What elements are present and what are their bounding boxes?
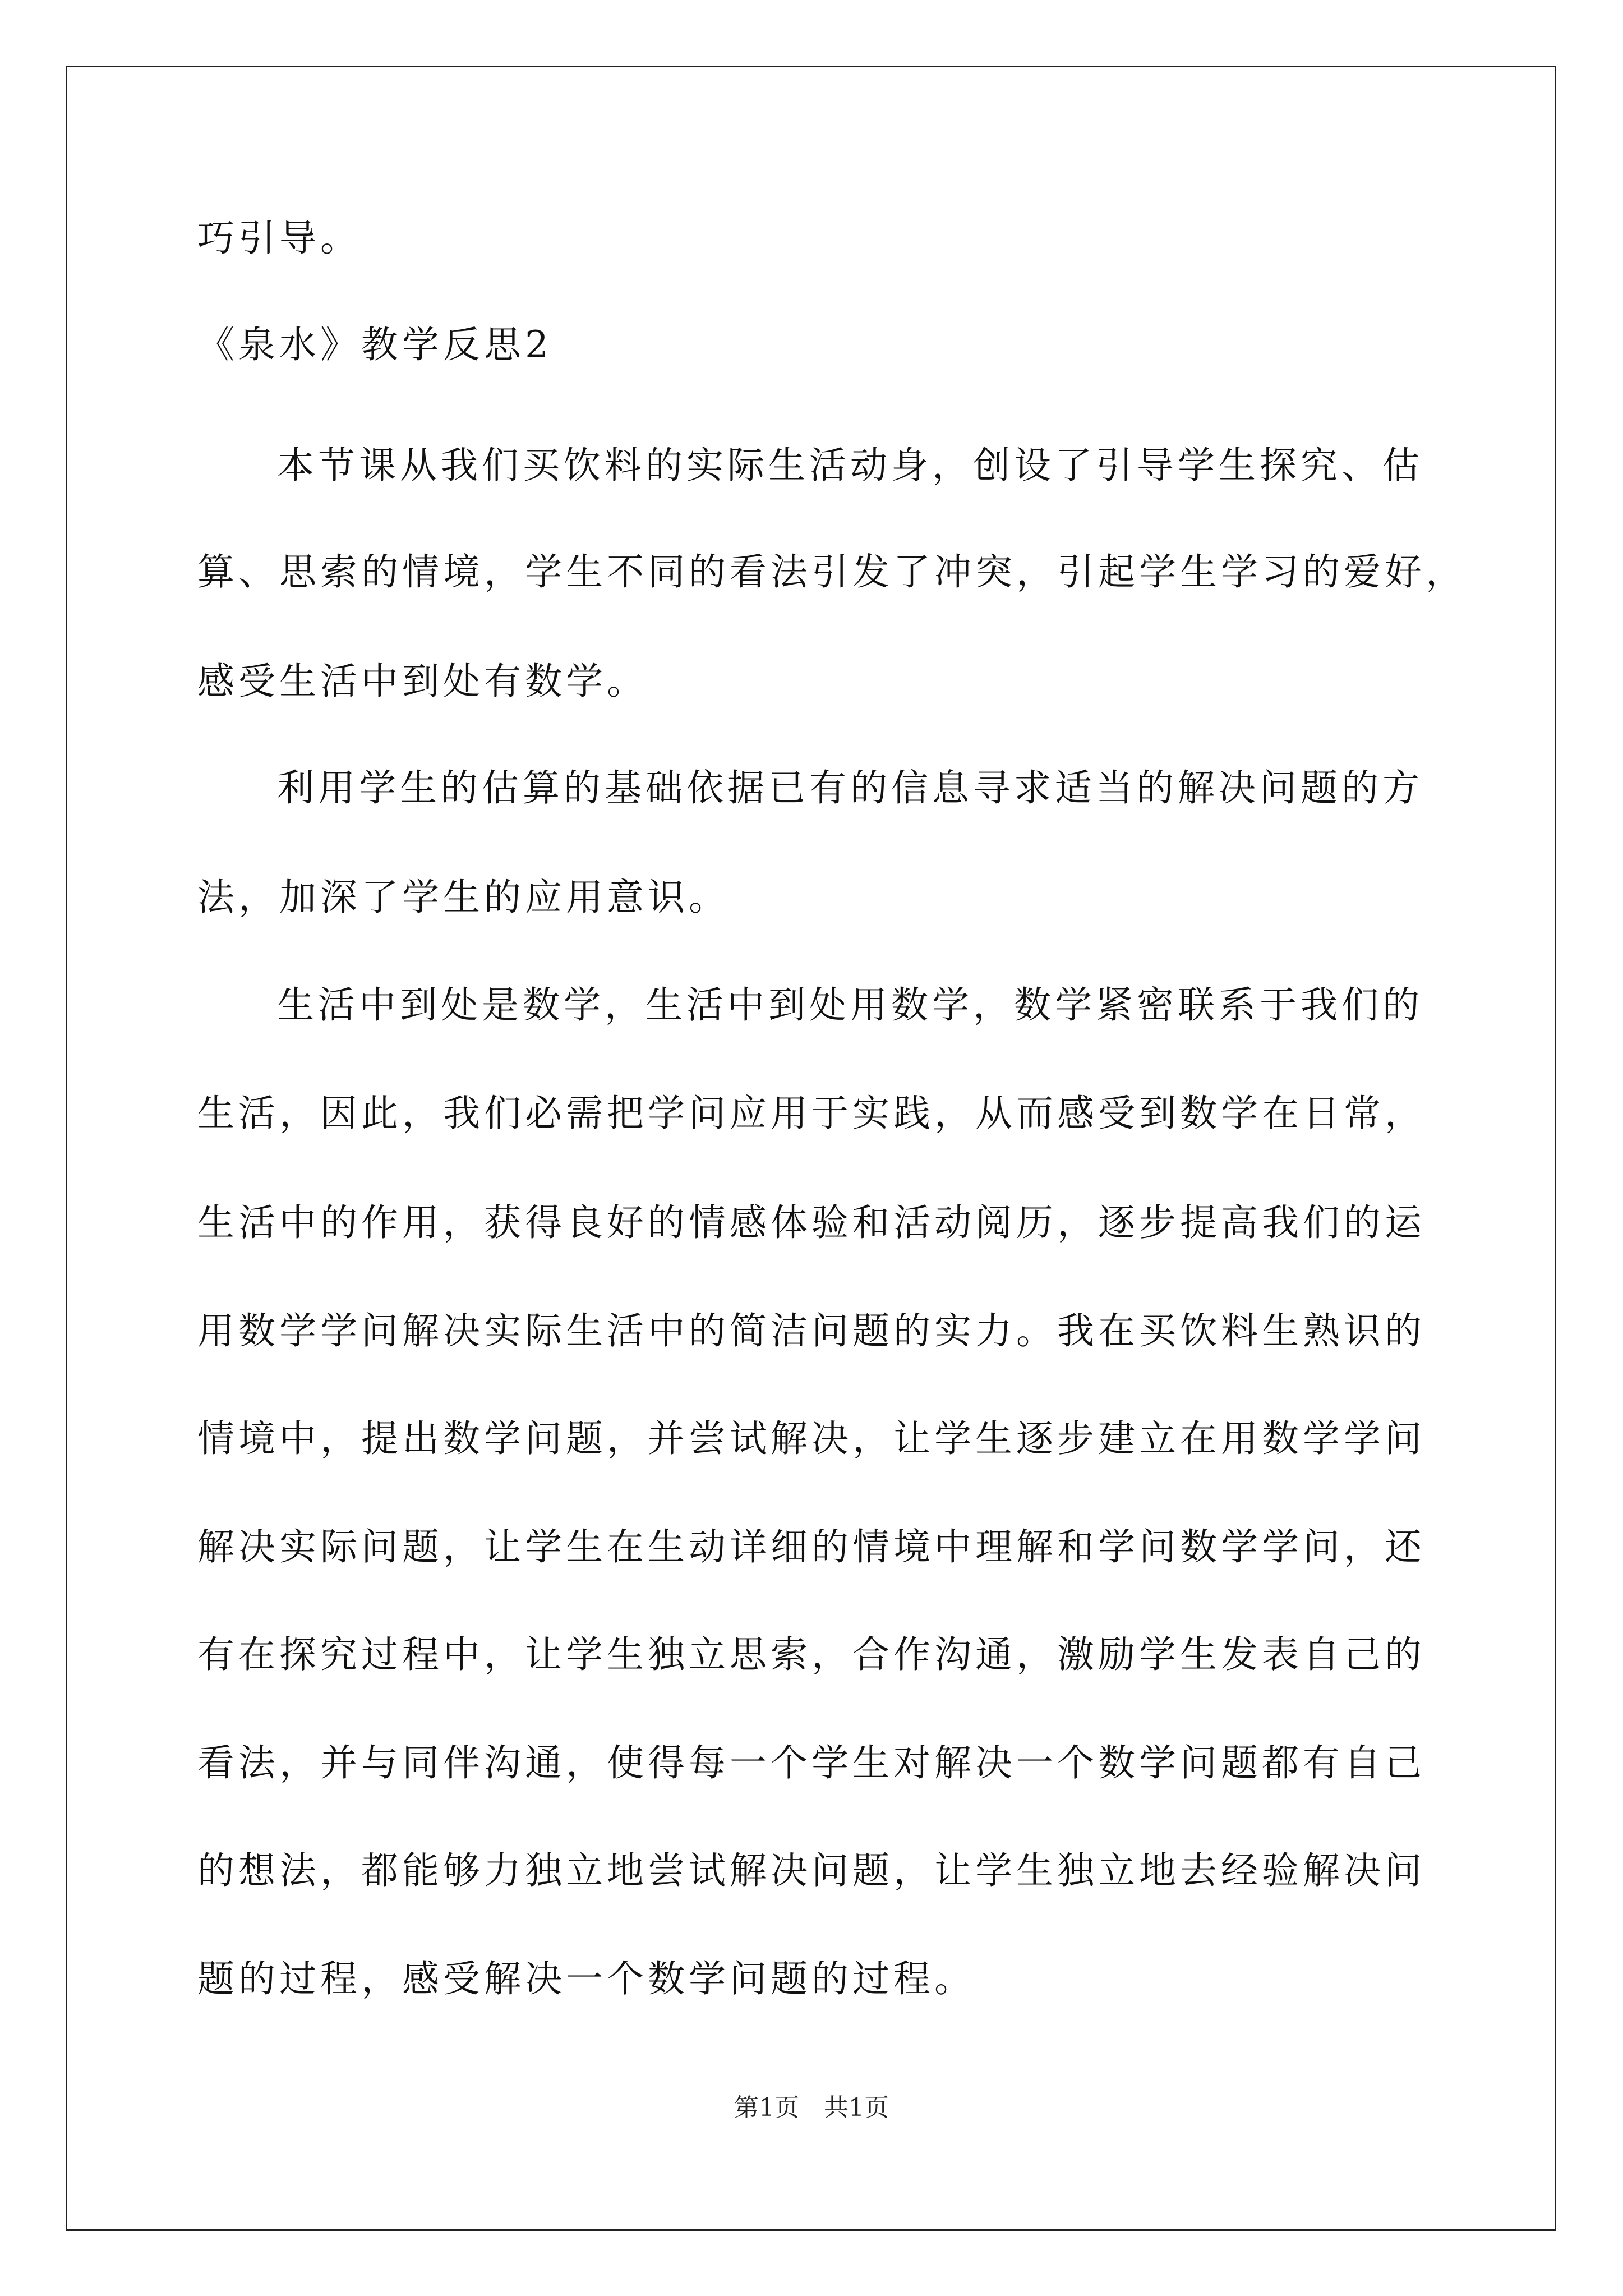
text-line: 算、思索的情境，学生不同的看法引发了冲突，引起学生学习的爱好， (197, 550, 1467, 593)
text-line: 情境中，提出数学问题，并尝试解决，让学生逐步建立在用数学学问 (197, 1417, 1426, 1460)
text-line: 题的过程，感受解决一个数学问题的过程。 (197, 1957, 975, 2000)
text-line: 的想法，都能够力独立地尝试解决问题，让学生独立地去经验解决问 (197, 1849, 1426, 1892)
text-line: 看法，并与同伴沟通，使得每一个学生对解决一个数学问题都有自己 (197, 1741, 1426, 1784)
text-line: 本节课从我们买饮料的实际生活动身，创设了引导学生探究、估 (277, 444, 1423, 487)
section-title: 《泉水》教学反思2 (197, 323, 552, 366)
text-line: 巧引导。 (197, 217, 361, 260)
text-line: 生活中的作用，获得良好的情感体验和活动阅历，逐步提高我们的运 (197, 1201, 1426, 1244)
text-line: 有在探究过程中，让学生独立思索，合作沟通，激励学生发表自己的 (197, 1633, 1426, 1676)
text-line: 解决实际问题，让学生在生动详细的情境中理解和学问数学学问，还 (197, 1525, 1426, 1568)
page-border (66, 66, 1556, 2231)
text-line: 感受生活中到处有数学。 (197, 660, 648, 703)
page-footer: 第1页 共1页 (734, 2093, 889, 2122)
text-line: 生活中到处是数学，生活中到处用数学，数学紧密联系于我们的 (277, 983, 1423, 1027)
text-line: 用数学学问解决实际生活中的简洁问题的实力。我在买饮料生熟识的 (197, 1309, 1426, 1352)
text-line: 生活，因此，我们必需把学问应用于实践，从而感受到数学在日常， (197, 1092, 1426, 1135)
text-line: 利用学生的估算的基础依据已有的信息寻求适当的解决问题的方 (277, 766, 1423, 809)
text-line: 法，加深了学生的应用意识。 (197, 876, 730, 919)
